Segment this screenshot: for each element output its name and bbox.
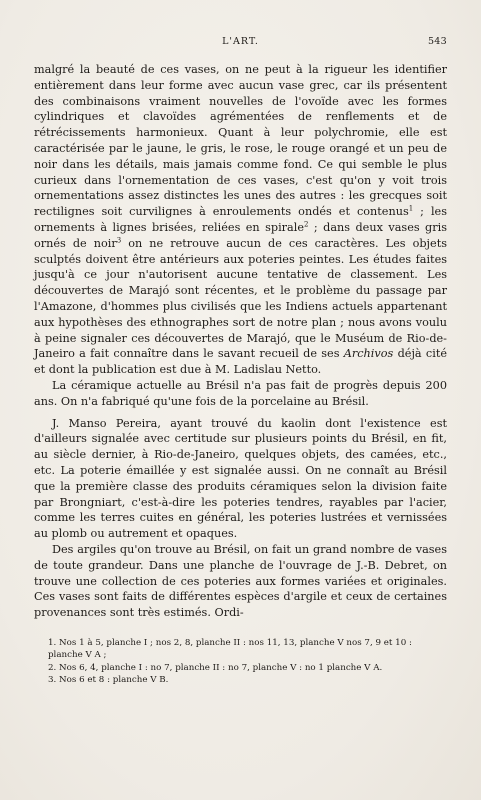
paragraph-1-part-e: déjà cité et dont la publication est due à M. Ladislau Netto. <box>34 347 447 377</box>
paragraph-1-part-c: ; dans deux vases gris ornés de noir <box>34 220 447 250</box>
body-text <box>34 62 447 621</box>
footnote-ref-2: 2 <box>304 220 309 229</box>
paragraph-3: J. Manso Pereira, ayant trouvé du kaolin dont l'existence est d'ailleurs signalée avec certitude sur plusieurs points du Brésil, en fit, au siècle dernier, à Rio-de-Janeiro, quelques objets, des camées, etc., etc. La poterie émaillée y est signalée aussi. On ne connaît au Brésil que la première classe des produits céramiques selon la division faite par Brongniart, c'est-à-dire les poteries tendres, rayables par l'acier, comme les terres cuites en général, les poteries lustrées et vernissées au plomb ou autrement et opaques. <box>34 416 447 541</box>
paragraph-2: La céramique actuelle au Brésil n'a pas fait de progrès depuis 200 ans. On n'a fabriqué qu'une fois de la porcelaine au Brésil. <box>34 378 447 408</box>
page-number: 543 <box>427 36 447 47</box>
footnote-ref-3: 3 <box>116 236 122 245</box>
footnotes <box>34 637 447 687</box>
footnote-3: 3. Nos 6 et 8 : planche V B. <box>48 675 169 686</box>
archivos-title: Archivos <box>343 347 394 361</box>
paragraph-1-part-b: ; les ornements à lignes brisées, reliées en spirale <box>34 205 447 234</box>
paragraph-1 <box>34 62 447 378</box>
running-header <box>34 36 447 52</box>
running-title: L'ART. <box>222 36 259 47</box>
footnote-ref-1: 1 <box>408 204 414 213</box>
footnote-1: 1. Nos 1 à 5, planche I ; nos 2, 8, planche II : nos 11, 13, planche V nos 7, 9 et 10 : planche V A ; <box>48 637 412 661</box>
paragraph-4: Des argiles qu'on trouve au Brésil, on fait un grand nombre de vases de toute grandeur. Dans une planche de l'ouvrage de J.-B. Debret, on trouve une collection de ces poteries aux formes variées et originales. Ces vases sont faits de différentes espèces d'argile et ceux de certaines provenances sont très estimés. Ordi- <box>34 542 447 620</box>
paragraph-1-part-d: on ne retrouve aucun de ces caractères. Les objets sculptés doivent être antérieurs aux poteries peintes. Les études faites jusqu'à ce jour n'autorisent aucune tentative de classement. Les découvertes de Marajó sont récentes, et le problème du passage par l'Amazone, d'hommes plus civilisés que les Indiens actuels appartenant aux hypothèses des ethnographes sort de notre plan ; nous avons voulu à peine signaler ces découvertes de Marajó, que le Muséum de Rio-de-Janeiro a fait connaître dans le savant recueil de ses <box>34 236 447 361</box>
paragraph-1-part-a: malgré la beauté de ces vases, on ne peut à la rigueur les identifier entièrement dans leur forme avec aucun vase grec, car ils présentent des combinaisons vraiment nouvelles de l'ovoïde avec les formes cylindriques et clavoïdes agrémentées de renflements et de rétrécissements harmonieux. Quant à leur polychromie, elle est caractérisée par le jaune, le gris, le rose, le rouge orangé et un peu de noir dans les détails, mais jamais comme fond. Ce qui semble le plus curieux dans l'ornementation de ces vases, c'est qu'on y voit trois ornementations assez distinctes les unes des autres : les grecques soit rectilignes soit curvilignes à enroulements ondés et contenus <box>34 63 447 219</box>
footnote-2: 2. Nos 6, 4, planche I : no 7, planche II : no 7, planche V : no 1 planche V A. <box>48 662 383 673</box>
